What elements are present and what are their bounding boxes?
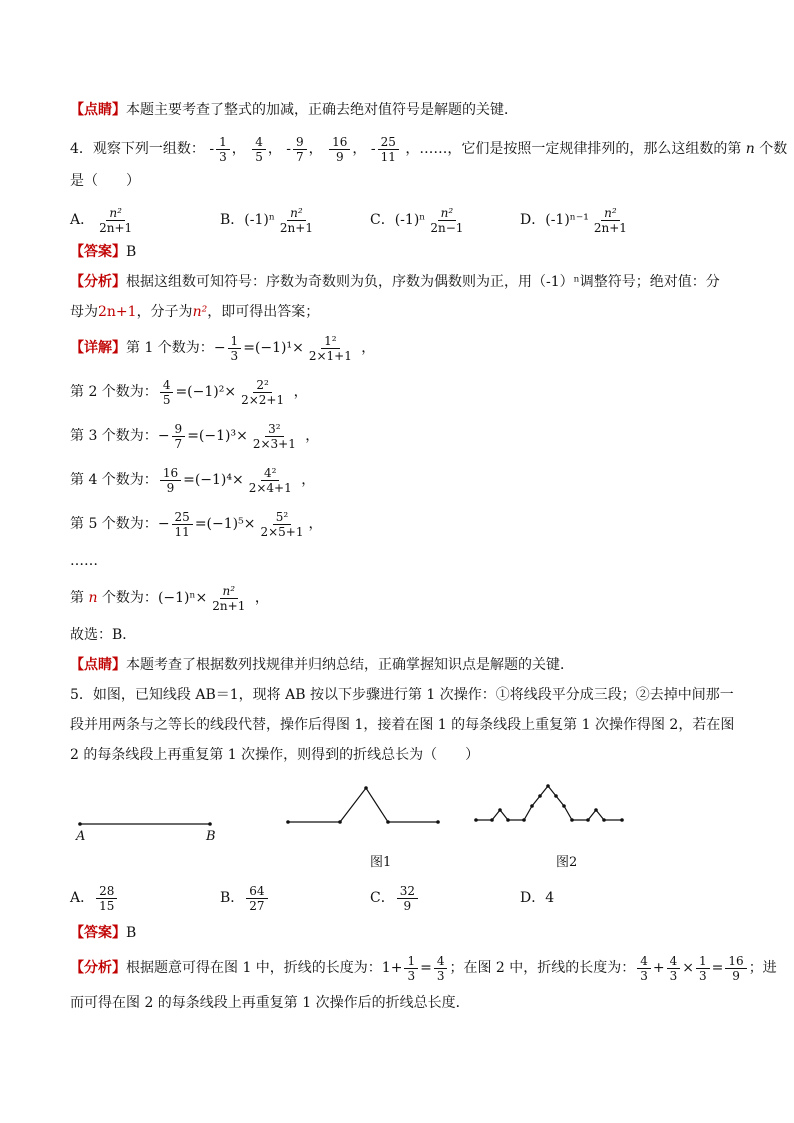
figure-1 bbox=[286, 786, 440, 870]
q5-option-a: A． $\frac{28}{15}$ bbox=[70, 878, 220, 918]
figure-2 bbox=[474, 784, 624, 870]
q4-ellipsis: …… bbox=[70, 553, 98, 569]
q5-analysis-2: 而可得在图 2 的每条线段上再重复第 1 次操作后的折线总长度． bbox=[70, 995, 470, 1011]
seq-frac: $\frac{9}{7}$ bbox=[293, 135, 307, 164]
answer-value: B bbox=[126, 244, 137, 260]
q4-detail-3: 第 3 个数为：− $\frac{9}{7}$ =(−1)³× $\frac{\text{3²}}{2\times 3+1}$ ， bbox=[70, 421, 320, 451]
q4-stem-text: 4．观察下列一组数： bbox=[70, 141, 205, 157]
segment-ab bbox=[75, 822, 216, 844]
q5-stem-2: 段并用两条与之等长的线段代替，操作后得图 1，接着在图 1 的每条线段上重复第 1 次操作得图 2，若在图 bbox=[70, 717, 735, 733]
q4-stem-2: 是（ ） bbox=[70, 173, 140, 189]
q4-option-c: C．(-1)ⁿ $\frac{\text{n²}}{2n-1}$ bbox=[370, 205, 464, 235]
q4-seq: - $\frac{1}{3}$ ， $\frac{4}{5}$ ， - $\frac{9}{7}$ ， $\frac{16}{9}$ ， - $\frac{25}{11}$ bbox=[209, 141, 405, 157]
q5-answer: 【答案】B bbox=[70, 925, 137, 941]
q4-detail-5: 第 5 个数为：− $\frac{25}{11}$ =(−1)⁵× $\frac{\text{5²}}{2\times 5+1}$ ， bbox=[70, 509, 323, 539]
q4-choose: 故选：B． bbox=[70, 627, 137, 643]
seq-frac: $\frac{16}{9}$ bbox=[329, 135, 350, 164]
figure-2-label: 图2 bbox=[556, 855, 578, 870]
seq-frac: $\frac{25}{11}$ bbox=[378, 135, 399, 164]
point-a-label: A bbox=[76, 829, 86, 844]
q5-figures bbox=[70, 778, 650, 878]
q4-option-d: D．(-1)ⁿ⁻¹ $\frac{\text{n²}}{2n+1}$ bbox=[520, 205, 627, 235]
point-b-label: B bbox=[206, 829, 216, 844]
q4-option-a: A． $\frac{\text{n²}}{2n+1}$ bbox=[70, 205, 133, 235]
q5-stem-1: 5．如图，已知线段 AB＝1，现将 AB 按以下步骤进行第 1 次操作：①将线段平分成三段；②去掉中间那一 bbox=[70, 687, 734, 703]
q4-option-b: B．(-1)ⁿ $\frac{\text{n²}}{2n+1}$ bbox=[220, 205, 313, 235]
q4-analysis-2: 母为2n+1，分子为n²，即可得出答案； bbox=[70, 304, 320, 320]
q4-detail-n: 第 n 个数为：(−1)ⁿ× $\frac{\text{n²}}{2n+1}$ ， bbox=[70, 583, 269, 613]
seq-frac: $\frac{1}{3}$ bbox=[216, 135, 230, 164]
dianjing-tag: 【点睛】 bbox=[70, 102, 126, 118]
q4-stem bbox=[70, 132, 788, 166]
figure-1-label: 图1 bbox=[370, 855, 392, 870]
answer-tag: 【答案】 bbox=[70, 244, 126, 260]
analysis-tag: 【分析】 bbox=[70, 274, 126, 290]
q5-stem-3: 2 的每条线段上再重复第 1 次操作，则得到的折线总长为（ ） bbox=[70, 747, 480, 763]
seq-sign: - bbox=[209, 141, 215, 157]
detail-tag: 【详解】 bbox=[70, 340, 126, 356]
dianjing-text: 本题主要考查了整式的加减，正确去绝对值符号是解题的关键． bbox=[126, 102, 518, 118]
document-page bbox=[70, 98, 788, 1018]
q4-options bbox=[70, 202, 730, 238]
q5-option-d: D．4 bbox=[520, 890, 555, 906]
seq-sign: - bbox=[370, 141, 376, 157]
seq-frac: $\frac{4}{5}$ bbox=[252, 135, 266, 164]
q5-options bbox=[70, 878, 730, 918]
seq-sign: - bbox=[286, 141, 292, 157]
q5-option-c: C． $\frac{32}{9}$ bbox=[370, 878, 520, 918]
q5-option-b: B． $\frac{64}{27}$ bbox=[220, 878, 370, 918]
q4-answer bbox=[70, 238, 730, 266]
q4-detail-2: 第 2 个数为： $\frac{4}{5}$ =(−1)²× $\frac{\text{2²}}{2\times 2+1}$ ， bbox=[70, 377, 308, 407]
q4-stem-text-c: 个数 bbox=[759, 141, 788, 157]
q5-analysis-1: 【分析】根据题意可得在图 1 中，折线的长度为：1+ $\frac{1}{3}$ = $\frac{4}{3}$ ；在图 2 中，折线的长度为： $\frac{4}{3}$ + $\frac{4}{3}$ × $\frac{1}{3}$ = $\frac{16}{9}$ ；进 bbox=[70, 953, 777, 983]
q3-dianjing bbox=[70, 98, 730, 122]
q4-detail-4: 第 4 个数为： $\frac{16}{9}$ =(−1)⁴× $\frac{\text{4²}}{2\times 4+1}$ ， bbox=[70, 465, 316, 495]
q4-stem-n: n bbox=[745, 141, 755, 157]
q4-dianjing: 【点睛】本题考查了根据数列找规律并归纳总结，正确掌握知识点是解题的关键． bbox=[70, 657, 574, 673]
q4-detail-1: 【详解】第 1 个数为：− $\frac{1}{3}$ =(−1)¹× $\frac{\text{1²}}{2\times 1+1}$ ， bbox=[70, 333, 376, 363]
q4-stem-text-b: ，……，它们是按照一定规律排列的，那么这组数的第 bbox=[405, 141, 742, 157]
q4-analysis-1 bbox=[70, 266, 730, 298]
analysis-text: 根据这组数可知符号：序数为奇数则为负，序数为偶数则为正，用（-1）ⁿ调整符号；绝对值：分 bbox=[126, 274, 720, 290]
